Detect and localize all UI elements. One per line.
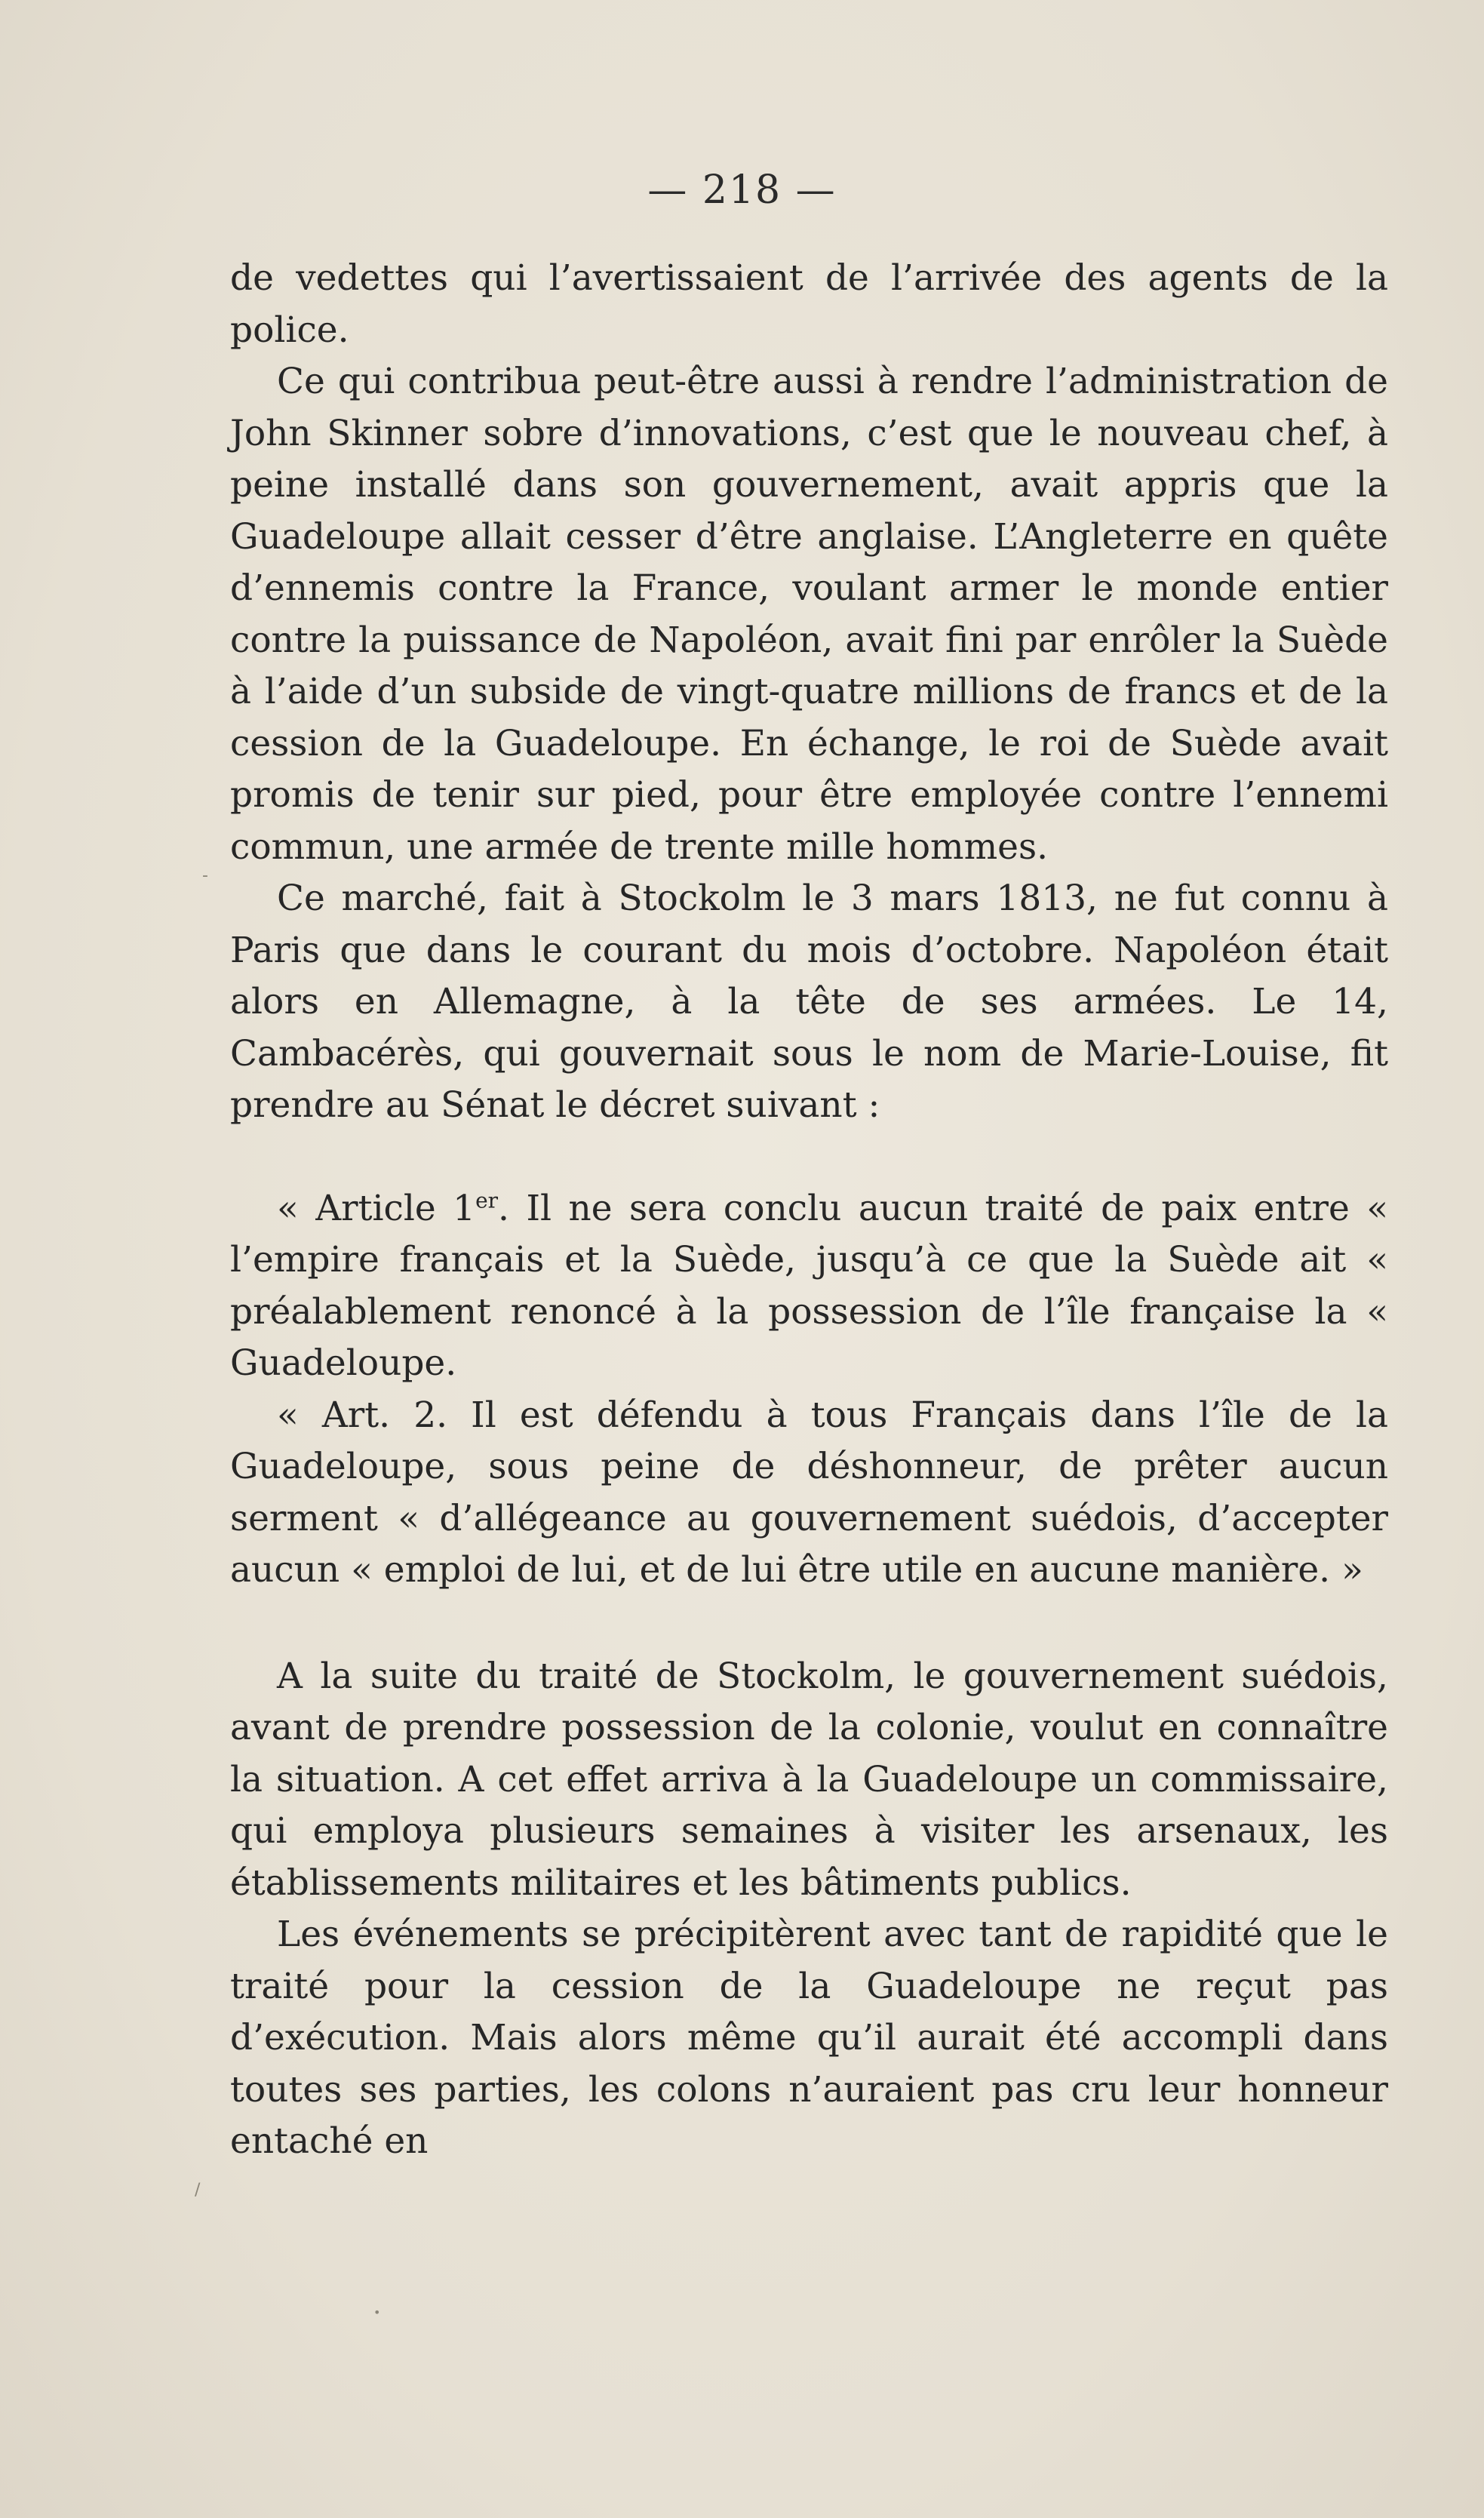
margin-mark: / — [195, 2181, 201, 2200]
margin-mark: - — [202, 866, 208, 885]
paragraph-skinner: Ce qui contribua peut-être aussi à rendre l’administration de John Skinner sobre d’innovations, c’est que le nouveau chef, à peine installé dans son gouvernement, avait appris que la Guadeloupe allait cesser d’être anglaise. L’Angleterre en quête d’ennemis contre la France, voulant armer le monde entier contre la puissance de Napoléon, avait fini par enrôler la Suède à l’aide d’un subside de vingt-quatre millions de francs et de la cession de la Guadeloupe. En échange, le roi de Suède avait promis de tenir sur pied, pour être employée contre l’ennemi commun, une armée de trente mille hommes. — [230, 361, 1388, 868]
decree-article-1 — [230, 1183, 1388, 1390]
paragraph-continuation: de vedettes qui l’avertissaient de l’arrivée des agents de la police. — [230, 257, 1388, 351]
paragraph-treaty-consequence: A la suite du traité de Stockolm, le gouvernement suédois, avant de prendre possession de la colonie, voulut en connaître la situation. A cet effet arriva à la Guadeloupe un commissaire, qui employa plusieurs semaines à visiter les arsenaux, les établissements militaires et les bâtiments publics. — [230, 1655, 1388, 1904]
decree-article-1-text: . Il ne sera conclu aucun traité de paix entre « l’empire français et la Suède, jusqu’à ce que la Suède ait « préalablement renoncé à la possession de l’île française la « Guadeloupe. — [230, 1187, 1388, 1384]
speck-mark: • — [373, 2305, 381, 2320]
decree-article-2: « Art. 2. Il est défendu à tous Français dans l’île de la Guadeloupe, sous peine de déshonneur, de prêter aucun serment « d’allégeance au gouvernement suédois, d’accepter aucun « emploi de lui, et de lui être utile en aucune manière. » — [230, 1394, 1388, 1591]
decree-article-1-open: « Article 1 — [277, 1187, 476, 1229]
page-number: — 218 — — [647, 168, 837, 213]
page-body — [230, 253, 1388, 2168]
decree-article-1-superscript: er — [475, 1187, 499, 1213]
paragraph-stockolm-market: Ce marché, fait à Stockolm le 3 mars 1813, ne fut connu à Paris que dans le courant du mois d’octobre. Napoléon était alors en Allemagne, à la tête de ses armées. Le 14, Cambacérès, qui gouvernait sous le nom de Marie-Louise, fit prendre au Sénat le décret suivant : — [230, 878, 1388, 1126]
paragraph-events: Les événements se précipitèrent avec tant de rapidité que le traité pour la cession de la Guadeloupe ne reçut pas d’exécution. Mais alors même qu’il aurait été accompli dans toutes ses parties, les colons n’auraient pas cru leur honneur entaché en — [230, 1914, 1388, 2162]
